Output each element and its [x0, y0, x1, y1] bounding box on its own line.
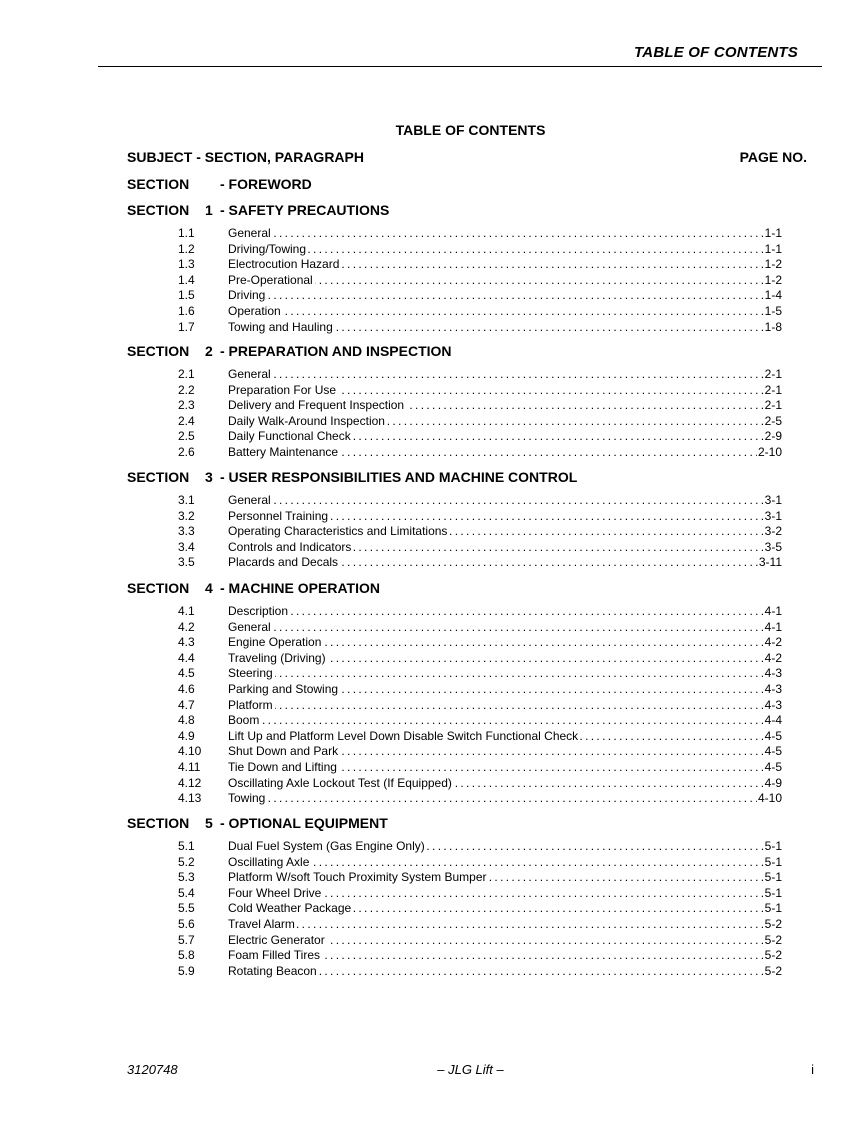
entry-number: 5.5	[178, 901, 195, 916]
entry-page: 5-1	[764, 854, 782, 869]
section-number: 3	[205, 469, 213, 485]
toc-entry[interactable]	[178, 303, 782, 319]
dot-leader	[228, 885, 782, 901]
toc-entry[interactable]	[178, 256, 782, 272]
toc-entry[interactable]	[178, 790, 782, 806]
dot-leader	[228, 319, 782, 335]
section-word: SECTION	[127, 469, 190, 485]
dot-leader	[228, 508, 782, 524]
entry-number: 5.1	[178, 839, 195, 853]
dot-leader	[228, 256, 782, 272]
entry-page: 4-5	[764, 728, 782, 743]
entry-title: Driving	[228, 288, 266, 303]
toc-entry[interactable]	[178, 272, 782, 288]
entry-page: 1-4	[764, 288, 782, 303]
entry-number: 2.3	[178, 398, 195, 413]
page-number-heading: PAGE NO.	[739, 149, 807, 165]
dot-leader	[228, 382, 782, 398]
entry-page: 3-5	[764, 539, 782, 554]
entry-number: 1.3	[178, 257, 195, 272]
toc-entry[interactable]	[178, 900, 782, 916]
entry-title: Operating Characteristics and Limitations	[228, 524, 448, 539]
entry-page: 2-9	[764, 429, 782, 444]
entry-number: 4.9	[178, 728, 195, 743]
toc-entry[interactable]	[178, 539, 782, 555]
dot-leader	[228, 492, 782, 508]
toc-entry[interactable]	[178, 885, 782, 901]
entry-title: Operation	[228, 304, 281, 318]
entry-number: 5.3	[178, 870, 195, 885]
toc-entry[interactable]	[178, 854, 782, 870]
entry-number: 4.13	[178, 791, 202, 806]
entry-number: 4.3	[178, 635, 195, 650]
entry-page: 5-2	[764, 948, 782, 963]
toc-entry[interactable]	[178, 382, 782, 398]
entry-title: Electric Generator	[228, 932, 325, 947]
entry-number: 1.6	[178, 304, 195, 318]
entry-title: Steering	[228, 666, 273, 681]
entry-title: Cold Weather Package	[228, 901, 352, 916]
dot-leader	[228, 444, 782, 460]
entry-title: Boom	[228, 713, 260, 728]
section-number: 5	[205, 815, 213, 831]
dot-leader	[228, 712, 782, 728]
entry-page: 1-1	[764, 241, 782, 256]
entry-page: 4-5	[764, 760, 782, 774]
dot-leader	[228, 790, 782, 806]
dot-leader	[228, 225, 782, 241]
entry-number: 2.5	[178, 429, 195, 444]
section-title: - PREPARATION AND INSPECTION	[220, 343, 452, 359]
entry-page: 4-10	[757, 791, 782, 806]
entry-number: 2.1	[178, 367, 195, 381]
subject-heading: SUBJECT - SECTION, PARAGRAPH	[127, 149, 364, 165]
dot-leader	[228, 428, 782, 444]
section-title: - FOREWORD	[220, 176, 312, 192]
toc-entry[interactable]	[178, 397, 782, 413]
entry-title: Placards and Decals	[228, 555, 339, 570]
dot-leader	[228, 728, 782, 744]
entry-number: 3.5	[178, 555, 195, 570]
entry-title: Towing and Hauling	[228, 319, 333, 334]
running-header-title: TABLE OF CONTENTS	[634, 44, 798, 61]
section-word: SECTION	[127, 580, 190, 596]
entry-number: 4.2	[178, 619, 195, 634]
dot-leader	[228, 397, 782, 413]
toc-entry[interactable]	[178, 634, 782, 650]
entry-page: 5-1	[764, 885, 782, 900]
entry-title: Towing	[228, 791, 266, 806]
toc-entry[interactable]	[178, 287, 782, 303]
entry-title: Preparation For Use	[228, 382, 337, 397]
entry-title: Description	[228, 604, 289, 618]
dot-leader	[228, 963, 782, 979]
section-number: 4	[205, 580, 213, 596]
toc-entry[interactable]	[178, 428, 782, 444]
entry-number: 3.4	[178, 539, 195, 554]
dot-leader	[228, 838, 782, 854]
dot-leader	[228, 759, 782, 775]
entry-title: General	[228, 226, 271, 240]
entry-number: 3.1	[178, 493, 195, 507]
dot-leader	[228, 619, 782, 635]
entry-page: 4-9	[764, 775, 782, 790]
toc-entry[interactable]	[178, 444, 782, 460]
entry-page: 3-1	[764, 508, 782, 523]
entry-title: Battery Maintenance	[228, 445, 339, 459]
entry-number: 1.7	[178, 319, 195, 334]
entry-title: Controls and Indicators	[228, 539, 352, 554]
section-heading	[127, 815, 388, 831]
toc-entry[interactable]	[178, 775, 782, 791]
entry-page: 4-1	[764, 619, 782, 634]
dot-leader	[228, 241, 782, 257]
section-number: 1	[205, 202, 213, 218]
section-title: - OPTIONAL EQUIPMENT	[220, 815, 388, 831]
toc-entry[interactable]	[178, 492, 782, 508]
section-heading	[127, 176, 312, 192]
dot-leader	[228, 413, 782, 429]
header-rule	[98, 66, 822, 67]
entry-page: 4-2	[764, 650, 782, 665]
section-word: SECTION	[127, 176, 190, 192]
toc-entry[interactable]	[178, 838, 782, 854]
toc-entry[interactable]	[178, 728, 782, 744]
entry-title: Electrocution Hazard	[228, 257, 340, 272]
entry-title: General	[228, 493, 271, 507]
entry-page: 1-5	[764, 304, 782, 318]
section-heading	[127, 343, 452, 359]
entry-page: 4-1	[764, 604, 782, 618]
toc-entry[interactable]	[178, 225, 782, 241]
section-title: - SAFETY PRECAUTIONS	[220, 202, 390, 218]
entry-title: Foam Filled Tires	[228, 948, 321, 963]
dot-leader	[228, 303, 782, 319]
entry-number: 1.1	[178, 226, 195, 240]
entry-page: 2-10	[757, 445, 782, 459]
toc-entry[interactable]	[178, 508, 782, 524]
entry-number: 2.2	[178, 382, 195, 397]
toc-entry[interactable]	[178, 932, 782, 948]
toc-entry[interactable]	[178, 665, 782, 681]
dot-leader	[228, 603, 782, 619]
entry-page: 5-2	[764, 963, 782, 978]
entry-page: 4-4	[764, 713, 782, 728]
entry-title: Dual Fuel System (Gas Engine Only)	[228, 839, 425, 853]
section-word: SECTION	[127, 815, 190, 831]
entry-title: Oscillating Axle	[228, 854, 310, 869]
page-number: i	[811, 1062, 814, 1077]
dot-leader	[228, 523, 782, 539]
dot-leader	[228, 539, 782, 555]
entry-page: 5-1	[764, 901, 782, 916]
entry-title: Pre-Operational	[228, 272, 313, 287]
entry-number: 5.6	[178, 917, 195, 931]
dot-leader	[228, 697, 782, 713]
entry-number: 2.6	[178, 445, 195, 459]
entry-number: 4.6	[178, 682, 195, 696]
entry-page: 2-5	[764, 413, 782, 428]
entry-number: 4.5	[178, 666, 195, 681]
column-headings	[127, 149, 807, 165]
toc-entry[interactable]	[178, 869, 782, 885]
entry-title: Lift Up and Platform Level Down Disable Switch Functional Check	[228, 728, 579, 743]
entry-page: 4-3	[764, 666, 782, 681]
dot-leader	[228, 932, 782, 948]
entry-number: 1.2	[178, 241, 195, 256]
entry-title: Daily Walk-Around Inspection	[228, 413, 385, 428]
document-number: 3120748	[127, 1062, 178, 1077]
entry-number: 5.2	[178, 854, 195, 869]
entry-page: 4-2	[764, 635, 782, 650]
toc-entry[interactable]	[178, 366, 782, 382]
dot-leader	[228, 900, 782, 916]
entry-number: 5.9	[178, 963, 195, 978]
entry-title: Tie Down and Lifting	[228, 760, 337, 774]
entry-number: 5.4	[178, 885, 195, 900]
entry-page: 5-1	[764, 870, 782, 885]
entry-number: 4.10	[178, 744, 202, 759]
entry-title: Travel Alarm	[228, 917, 295, 931]
dot-leader	[228, 650, 782, 666]
entry-title: General	[228, 619, 271, 634]
dot-leader	[228, 854, 782, 870]
entry-page: 1-2	[764, 272, 782, 287]
entry-title: Platform W/soft Touch Proximity System Bumper	[228, 870, 487, 885]
dot-leader	[228, 554, 782, 570]
toc-entry[interactable]	[178, 413, 782, 429]
page-title: TABLE OF CONTENTS	[395, 122, 546, 138]
entry-page: 5-2	[764, 932, 782, 947]
toc-entry[interactable]	[178, 743, 782, 759]
entry-title: Engine Operation	[228, 635, 322, 650]
toc-entry[interactable]	[178, 963, 782, 979]
toc-entry[interactable]	[178, 712, 782, 728]
entry-number: 1.4	[178, 272, 195, 287]
entry-title: Platform	[228, 697, 273, 712]
entry-title: Daily Functional Check	[228, 429, 351, 444]
entry-page: 2-1	[764, 367, 782, 381]
toc-entry[interactable]	[178, 697, 782, 713]
section-heading	[127, 469, 577, 485]
entry-page: 3-1	[764, 493, 782, 507]
toc-entry[interactable]	[178, 554, 782, 570]
entry-title: Personnel Training	[228, 508, 329, 523]
entry-number: 4.7	[178, 697, 195, 712]
entry-page: 3-2	[764, 524, 782, 539]
entry-number: 1.5	[178, 288, 195, 303]
publisher-footer: – JLG Lift –	[437, 1062, 504, 1077]
entry-page: 4-3	[764, 682, 782, 696]
entry-number: 4.1	[178, 604, 195, 618]
dot-leader	[228, 287, 782, 303]
dot-leader	[228, 869, 782, 885]
entry-title: General	[228, 367, 271, 381]
section-heading	[127, 580, 380, 596]
entry-title: Four Wheel Drive	[228, 885, 322, 900]
entry-title: Driving/Towing	[228, 241, 307, 256]
section-word: SECTION	[127, 202, 190, 218]
entry-number: 4.4	[178, 650, 195, 665]
dot-leader	[228, 681, 782, 697]
dot-leader	[228, 272, 782, 288]
entry-number: 3.2	[178, 508, 195, 523]
entry-number: 3.3	[178, 524, 195, 539]
toc-entry[interactable]	[178, 241, 782, 257]
entry-page: 5-1	[764, 839, 782, 853]
dot-leader	[228, 634, 782, 650]
toc-entry[interactable]	[178, 523, 782, 539]
section-word: SECTION	[127, 343, 190, 359]
entry-number: 5.7	[178, 932, 195, 947]
entry-page: 1-1	[764, 226, 782, 240]
toc-entry[interactable]	[178, 759, 782, 775]
section-title: - USER RESPONSIBILITIES AND MACHINE CONTROL	[220, 469, 578, 485]
section-heading	[127, 202, 389, 218]
entry-title: Traveling (Driving)	[228, 650, 326, 665]
entry-title: Oscillating Axle Lockout Test (If Equipped)	[228, 775, 452, 790]
section-number: 2	[205, 343, 213, 359]
entry-number: 4.12	[178, 775, 202, 790]
entry-title: Delivery and Frequent Inspection	[228, 398, 405, 413]
entry-title: Rotating Beacon	[228, 963, 317, 978]
entry-number: 5.8	[178, 948, 195, 963]
toc-entry[interactable]	[178, 681, 782, 697]
entry-number: 2.4	[178, 413, 195, 428]
entry-page: 1-8	[764, 319, 782, 334]
toc-entry[interactable]	[178, 650, 782, 666]
section-title: - MACHINE OPERATION	[220, 580, 380, 596]
toc-entry[interactable]	[178, 947, 782, 963]
toc-entry[interactable]	[178, 916, 782, 932]
entry-number: 4.11	[178, 760, 201, 774]
entry-number: 4.8	[178, 713, 195, 728]
entry-page: 2-1	[764, 398, 782, 413]
entry-page: 2-1	[764, 382, 782, 397]
entry-page: 3-11	[758, 555, 782, 570]
dot-leader	[228, 665, 782, 681]
toc-entry[interactable]	[178, 319, 782, 335]
toc-entry[interactable]	[178, 603, 782, 619]
entry-page: 1-2	[764, 257, 782, 272]
dot-leader	[228, 916, 782, 932]
entry-page: 5-2	[764, 917, 782, 931]
toc-entry[interactable]	[178, 619, 782, 635]
entry-title: Shut Down and Park	[228, 744, 339, 759]
entry-page: 4-5	[764, 744, 782, 759]
dot-leader	[228, 947, 782, 963]
dot-leader	[228, 743, 782, 759]
dot-leader	[228, 366, 782, 382]
entry-page: 4-3	[764, 697, 782, 712]
dot-leader	[228, 775, 782, 791]
entry-title: Parking and Stowing	[228, 682, 339, 696]
